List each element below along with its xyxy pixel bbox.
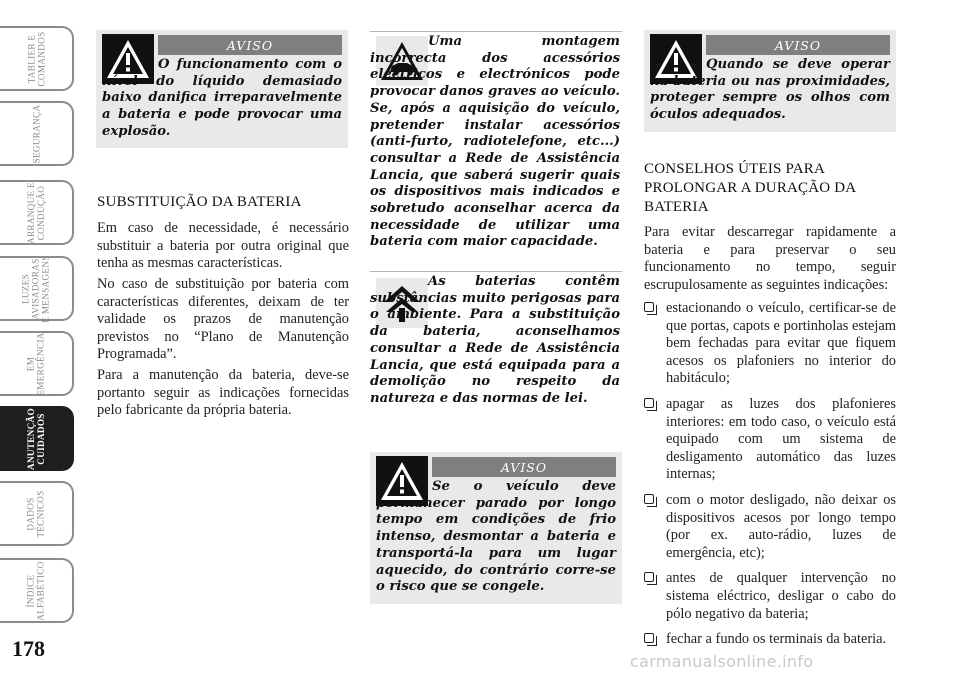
tab-dados-tecnicos[interactable]: DADOS TÉCNICOS	[0, 481, 74, 546]
paragraph: No caso de substituição por bateria com características diferentes, deixam de ter validade os prazos de manutenção previstos no “Plano de Manutenção Programada”.	[97, 276, 349, 363]
section-heading-conselhos: CONSELHOS ÚTEIS PARA PROLONGAR A DURAÇÃO DA BATERIA	[644, 161, 856, 215]
warning-text: Quando se deve operar na bateria ou nas proximidades, proteger sempre os olhos com óculos adequados.	[650, 57, 890, 123]
list-item: fechar a fundo os terminais da bateria.	[644, 631, 896, 649]
checkbox-bullet-icon	[644, 398, 654, 408]
warning-text: Se o veículo deve permanecer parado por longo tempo em condições de frio intenso, desmontar a bateria e transportá-la para um lugar aquecido, do contrário corre-se o risco que se congele.	[376, 479, 616, 595]
list-item: com o motor desligado, não deixar os dispositivos acesos por longo tempo (por ex. auto-rádio, luzes de emergência, etc);	[644, 492, 896, 562]
page-number: 178	[12, 636, 45, 661]
accessory-note-box	[370, 32, 622, 250]
watermark: carmanualsonline.info	[630, 652, 814, 671]
tab-manutencao-cuidados[interactable]: MANUTENÇÃO E CUIDADOS	[0, 406, 74, 471]
chapter-tabs	[0, 0, 78, 640]
paragraph: Em caso de necessidade, é necessário substituir a bateria por outra original que tenha as mesmas características.	[97, 220, 349, 272]
list-item: estacionando o veículo, certificar-se de que portas, capots e portinholas estejam bem fechadas para evitar que fiquem acesos os plafoniers no interior do habitáculo;	[644, 300, 896, 388]
warning-box-cold	[370, 452, 622, 604]
accessory-note-text: Uma montagem incorrecta dos acessórios eléctricos e electrónicos pode provocar danos graves ao veículo. Se, após a aquisição do veículo, pretender instalar acessórios (anti-furto, radiotelefone, etc...) consultar a Rede de Assistência Lancia, que saberá sugerir quais os dispositivos mais indicados e sobretudo aconselhar acerca da necessidade de utilizar uma bateria com maior capacidade.	[370, 34, 620, 250]
list-item: apagar as luzes dos plafonieres interiores: em todo caso, o veículo está equipado com um sistema de desligamento automático das luzes internas;	[644, 396, 896, 484]
paragraph: Para a manutenção da bateria, deve-se portanto seguir as indicações fornecidas pelo fabricante da própria bateria.	[97, 367, 349, 419]
tab-arranque-conducao[interactable]: ARRANQUE E CONDUÇÃO	[0, 180, 74, 245]
paragraph: Para evitar descarregar rapidamente a bateria e para preservar o seu funcionamento no tempo, seguir escrupulosamente as seguintes indicações:	[644, 224, 896, 293]
tab-luzes-avisadoras[interactable]: LUZES AVISADORAS E MENSAGENS	[0, 256, 74, 321]
tab-indice-alfabetico[interactable]: ÍNDICE ALFABÉTICO	[0, 558, 74, 623]
tab-em-emergencia[interactable]: EM EMERGÊNCIA	[0, 331, 74, 396]
checkbox-bullet-icon	[644, 494, 654, 504]
checkbox-bullet-icon	[644, 302, 654, 312]
tab-seguranca[interactable]: SEGURANÇA	[0, 101, 74, 166]
checkbox-bullet-icon	[644, 633, 654, 643]
warning-label: AVISO	[158, 35, 342, 55]
warning-box-liquid-level	[96, 30, 348, 148]
checkbox-bullet-icon	[644, 572, 654, 582]
environment-note-text: As baterias contêm substâncias muito perigosas para o ambiente. Para a substituição da bateria, aconselhamos consultar a Rede de Assistência Lancia, que está equipada para a demolição no respeito da natureza e das normas de lei.	[370, 274, 620, 406]
section-heading-substituicao: SUBSTITUIÇÃO DA BATERIA	[97, 194, 302, 210]
tab-tablier-comandos[interactable]: TABLIER E COMANDOS	[0, 26, 74, 91]
tips-list	[644, 300, 896, 657]
list-item: antes de qualquer intervenção no sistema eléctrico, desligar o cabo do pólo negativo da bateria;	[644, 570, 896, 623]
warning-label: AVISO	[432, 457, 616, 477]
warning-box-eye-protection	[644, 30, 896, 132]
warning-label: AVISO	[706, 35, 890, 55]
warning-text: O funcionamento com o nível do líquido demasiado baixo danifica irreparavelmente a bateria e pode provocar uma explosão.	[102, 57, 342, 139]
environment-note-box	[370, 272, 622, 422]
